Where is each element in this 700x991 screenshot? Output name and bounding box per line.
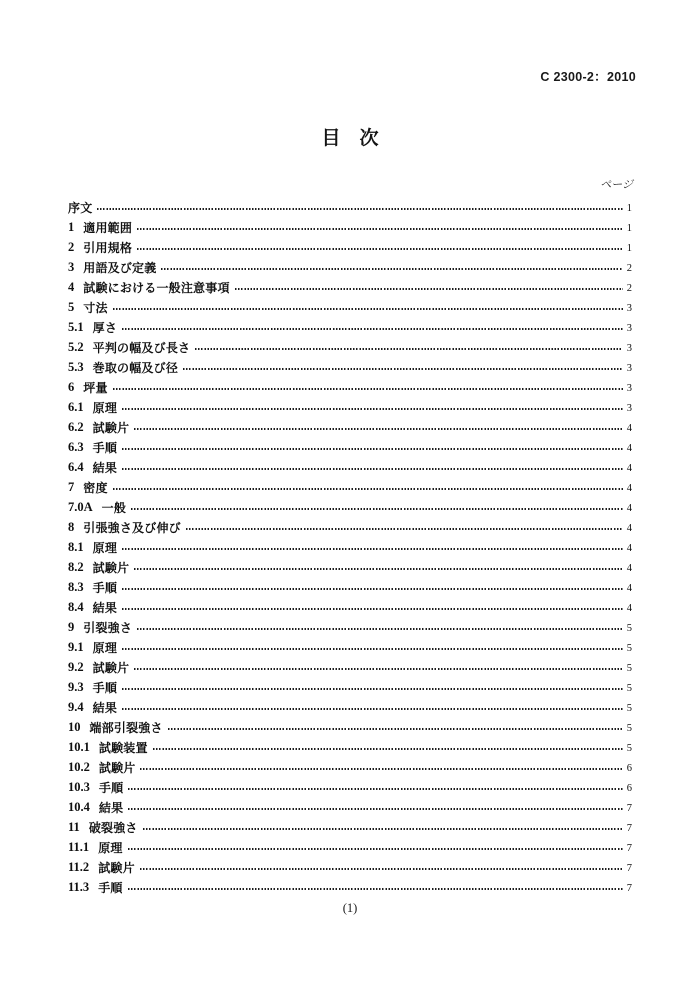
toc-entry-label: 原理: [92, 400, 118, 415]
toc-entry-label: 坪量: [83, 380, 108, 395]
toc-entry: [68, 477, 632, 497]
toc-entry-number: 6.2: [68, 419, 84, 434]
toc-entry: [68, 877, 632, 897]
toc-entry: [68, 677, 632, 697]
toc-entry-number: 9.3: [68, 679, 84, 694]
dot-leader: [153, 748, 623, 750]
toc-entry: [68, 717, 632, 737]
toc-entry-label: 一般: [101, 500, 127, 515]
dot-leader: [122, 588, 623, 590]
dot-leader: [168, 728, 623, 730]
toc-entry-label: 試験における一般注意事項: [83, 280, 230, 295]
toc-entry-page: 5: [626, 722, 632, 734]
toc-entry-number: 8.4: [68, 599, 84, 614]
toc-entry-number: 5: [68, 299, 75, 314]
toc-entry-number: 2: [68, 239, 75, 254]
toc-entry-page: 4: [626, 442, 632, 454]
toc-entry: [68, 197, 632, 217]
toc-entry-label: 寸法: [83, 300, 108, 315]
toc-entry-label: 適用範囲: [83, 220, 133, 235]
toc-entry-number: 4: [68, 279, 75, 294]
toc-entry-label: 試験片: [98, 760, 136, 775]
toc-entry-page: 7: [626, 802, 632, 814]
dot-leader: [122, 468, 623, 470]
dot-leader: [128, 788, 623, 790]
dot-leader: [134, 668, 623, 670]
toc-entry-page: 4: [626, 542, 632, 554]
dot-leader: [122, 708, 623, 710]
toc-entry-page: 5: [626, 742, 632, 754]
toc-entry: [68, 777, 632, 797]
toc-entry: [68, 737, 632, 757]
toc-entry: [68, 397, 632, 417]
toc-entry-label: 序文: [68, 200, 93, 215]
toc-entry-number: 6.1: [68, 399, 84, 414]
toc-entry-label: 用語及び定義: [83, 260, 157, 275]
toc-entry-label: 手順: [92, 440, 118, 455]
toc-entry-page: 6: [626, 762, 632, 774]
toc-entry: [68, 277, 632, 297]
dot-leader: [97, 208, 623, 210]
dot-leader: [134, 568, 623, 570]
dot-leader: [122, 408, 623, 410]
toc-entry-label: 引裂強さ: [83, 620, 133, 635]
toc-entry-number: 8.2: [68, 559, 84, 574]
dot-leader: [195, 348, 623, 350]
toc-entry-label: 手順: [92, 580, 118, 595]
toc-entry-label: 試験片: [92, 420, 130, 435]
toc-entry-label: 原理: [92, 640, 118, 655]
toc-entry-number: 10: [68, 719, 81, 734]
toc-entry-label: 巻取の幅及び径: [92, 360, 179, 375]
toc-entry-number: 9.2: [68, 659, 84, 674]
toc-list: [68, 197, 632, 897]
toc-entry: [68, 577, 632, 597]
toc-entry-page: 2: [626, 282, 632, 294]
toc-entry-number: 1: [68, 219, 75, 234]
toc-entry-page: 5: [626, 702, 632, 714]
toc-entry-page: 5: [626, 642, 632, 654]
toc-entry: [68, 537, 632, 557]
toc-entry: [68, 837, 632, 857]
document-number: C 2300-2：2010: [540, 70, 636, 84]
toc-entry-number: 10.2: [68, 759, 90, 774]
toc-entry-page: 4: [626, 522, 632, 534]
toc-entry-page: 5: [626, 682, 632, 694]
toc-entry-number: 3: [68, 259, 75, 274]
toc-entry-label: 試験片: [92, 560, 130, 575]
toc-entry: [68, 457, 632, 477]
toc-entry-page: 3: [626, 382, 632, 394]
toc-entry-page: 7: [626, 822, 632, 834]
toc-entry-page: 6: [626, 782, 632, 794]
toc-entry-page: 5: [626, 662, 632, 674]
toc-entry-page: 1: [626, 242, 632, 254]
toc-entry-number: 8: [68, 519, 75, 534]
toc-entry: [68, 697, 632, 717]
toc-entry-label: 結果: [92, 600, 118, 615]
dot-leader: [143, 828, 623, 830]
toc-entry-number: 5.1: [68, 319, 84, 334]
toc-entry-number: 11.1: [68, 839, 90, 854]
toc-entry-page: 1: [626, 222, 632, 234]
dot-leader: [128, 888, 623, 890]
toc-entry: [68, 657, 632, 677]
toc-entry-number: 11.3: [68, 879, 90, 894]
dot-leader: [122, 548, 623, 550]
toc-entry: [68, 857, 632, 877]
toc-entry-page: 4: [626, 582, 632, 594]
toc-entry-number: 7.0A: [68, 499, 93, 514]
toc-entry-label: 試験片: [98, 860, 135, 875]
toc-entry: [68, 237, 632, 257]
dot-leader: [134, 428, 623, 430]
toc-entry-page: 4: [626, 602, 632, 614]
dot-leader: [113, 388, 623, 390]
toc-entry-page: 7: [626, 862, 632, 874]
toc-entry: [68, 417, 632, 437]
toc-entry-label: 平判の幅及び長さ: [92, 340, 191, 355]
toc-entry-label: 原理: [92, 540, 118, 555]
toc-entry-label: 試験装置: [98, 740, 148, 755]
toc-entry: [68, 317, 632, 337]
toc-entry: [68, 757, 632, 777]
dot-leader: [183, 368, 623, 370]
toc-entry-number: 10.3: [68, 779, 90, 794]
toc-entry-page: 4: [626, 462, 632, 474]
toc-entry: [68, 257, 632, 277]
dot-leader: [113, 308, 623, 310]
toc-entry-page: 4: [626, 502, 632, 514]
toc-entry: [68, 377, 632, 397]
toc-entry-label: 引用規格: [83, 240, 133, 255]
toc-entry-page: 4: [626, 562, 632, 574]
toc-entry-page: 2: [626, 262, 632, 274]
toc-entry-number: 7: [68, 479, 75, 494]
toc-entry: [68, 357, 632, 377]
toc-entry-label: 手順: [98, 880, 123, 895]
toc-entry-page: 3: [626, 322, 632, 334]
toc-entry-label: 厚さ: [92, 320, 118, 335]
toc-entry-label: 端部引裂強さ: [89, 720, 163, 735]
toc-entry: [68, 337, 632, 357]
toc-title: 目 次: [321, 127, 379, 149]
toc-entry-number: 10.4: [68, 799, 90, 814]
toc-entry-number: 11.2: [68, 859, 90, 874]
toc-entry: [68, 557, 632, 577]
toc-entry-page: 3: [626, 402, 632, 414]
toc-entry: [68, 297, 632, 317]
toc-entry-number: 8.3: [68, 579, 84, 594]
toc-entry-page: 5: [626, 622, 632, 634]
toc-entry-number: 9.4: [68, 699, 84, 714]
toc-entry-label: 引張強さ及び伸び: [83, 520, 181, 535]
toc-entry: [68, 517, 632, 537]
toc-entry-number: 6.3: [68, 439, 84, 454]
dot-leader: [186, 528, 623, 530]
toc-entry-number: 6: [68, 379, 75, 394]
dot-leader: [113, 488, 623, 490]
toc-entry-page: 3: [626, 342, 632, 354]
toc-entry: [68, 217, 632, 237]
toc-entry-page: 4: [626, 482, 632, 494]
toc-entry-page: 7: [626, 882, 632, 894]
dot-leader: [235, 288, 623, 290]
toc-entry-number: 5.3: [68, 359, 84, 374]
toc-entry: [68, 637, 632, 657]
dot-leader: [137, 248, 623, 250]
toc-entry-label: 密度: [83, 480, 108, 495]
page-column-label: ページ: [600, 178, 633, 191]
toc-entry-page: 7: [626, 842, 632, 854]
toc-entry-label: 手順: [98, 780, 124, 795]
toc-entry-page: 4: [626, 422, 632, 434]
dot-leader: [122, 328, 623, 330]
dot-leader: [122, 648, 623, 650]
toc-entry-page: 3: [626, 362, 632, 374]
toc-entry-label: 試験片: [92, 660, 130, 675]
toc-entry-label: 結果: [98, 800, 124, 815]
toc-entry: [68, 817, 632, 837]
toc-entry-label: 破裂強さ: [88, 820, 138, 835]
toc-entry-label: 結果: [92, 700, 118, 715]
dot-leader: [137, 228, 623, 230]
dot-leader: [122, 608, 623, 610]
toc-entry: [68, 437, 632, 457]
toc-entry: [68, 797, 632, 817]
toc-entry-page: 3: [626, 302, 632, 314]
toc-entry-label: 結果: [92, 460, 118, 475]
dot-leader: [122, 448, 623, 450]
toc-entry-number: 9: [68, 619, 75, 634]
dot-leader: [128, 808, 623, 810]
toc-entry-number: 5.2: [68, 339, 84, 354]
toc-entry-number: 9.1: [68, 639, 84, 654]
toc-entry-label: 手順: [92, 680, 118, 695]
dot-leader: [140, 868, 623, 870]
dot-leader: [137, 628, 623, 630]
toc-entry-number: 8.1: [68, 539, 84, 554]
toc-entry: [68, 497, 632, 517]
dot-leader: [161, 268, 623, 270]
toc-entry-number: 11: [68, 819, 80, 834]
toc-entry-label: 原理: [98, 840, 123, 855]
toc-entry-number: 10.1: [68, 739, 90, 754]
toc-entry-number: 6.4: [68, 459, 84, 474]
footer-page-indicator: (1): [342, 901, 358, 915]
dot-leader: [128, 848, 623, 850]
dot-leader: [122, 688, 623, 690]
dot-leader: [131, 508, 623, 510]
toc-entry-page: 1: [626, 202, 632, 214]
dot-leader: [140, 768, 623, 770]
toc-entry: [68, 617, 632, 637]
toc-entry: [68, 597, 632, 617]
